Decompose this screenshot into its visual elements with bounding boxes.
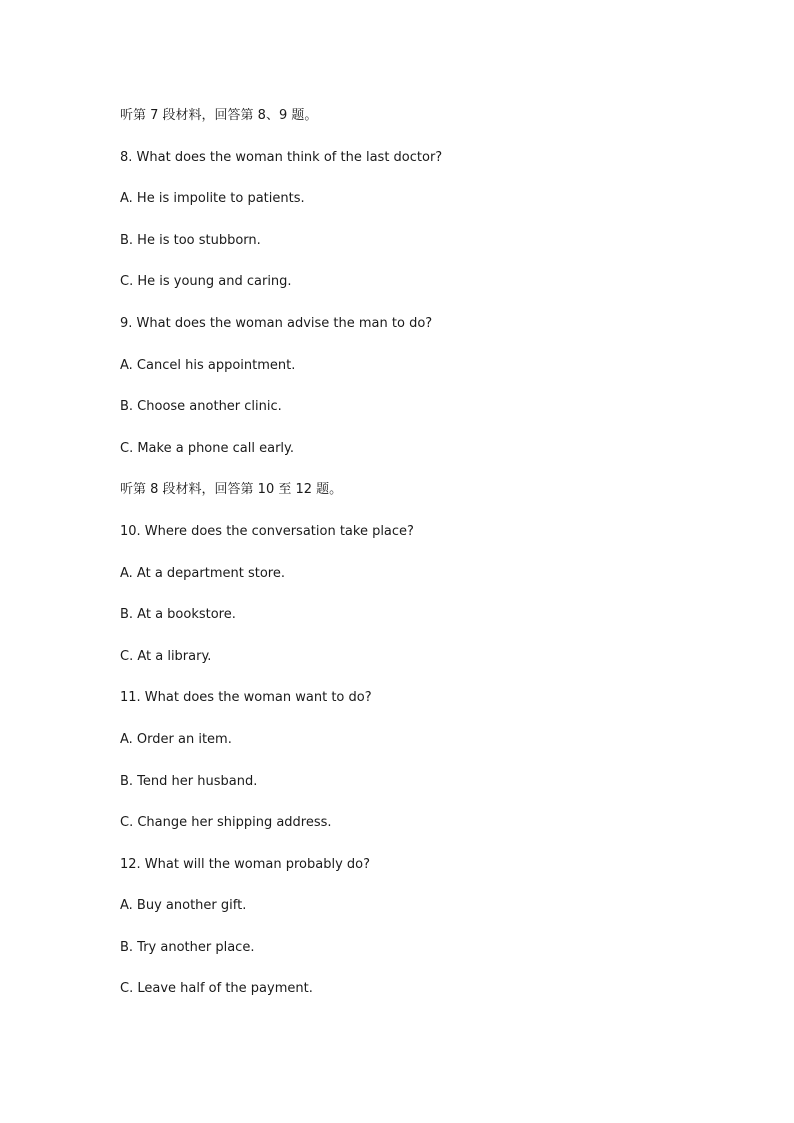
question-9-option-b: B. Choose another clinic.: [120, 399, 282, 415]
question-8-option-b: B. He is too stubborn.: [120, 232, 261, 248]
listening-section-content: [120, 107, 740, 1022]
question-9-option-c: C. Make a phone call early.: [120, 440, 294, 456]
question-10: 10. Where does the conversation take place?: [120, 523, 414, 539]
question-8-option-a: A. He is impolite to patients.: [120, 191, 305, 207]
question-12-option-b: B. Try another place.: [120, 939, 255, 955]
question-10-option-b: B. At a bookstore.: [120, 607, 236, 623]
question-12-option-a: A. Buy another gift.: [120, 898, 247, 914]
question-10-option-a: A. At a department store.: [120, 565, 285, 581]
question-11: 11. What does the woman want to do?: [120, 690, 372, 706]
question-8-option-c: C. He is young and caring.: [120, 274, 292, 290]
question-9: 9. What does the woman advise the man to do?: [120, 315, 433, 331]
section-heading-8: 听第 8 段材料，回答第 10 至 12 题。: [120, 482, 343, 498]
question-11-option-c: C. Change her shipping address.: [120, 815, 332, 831]
question-9-option-a: A. Cancel his appointment.: [120, 357, 296, 373]
question-12: 12. What will the woman probably do?: [120, 856, 371, 872]
question-10-option-c: C. At a library.: [120, 648, 212, 664]
question-11-option-b: B. Tend her husband.: [120, 773, 258, 789]
section-heading-7: 听第 7 段材料，回答第 8、9 题。: [120, 108, 318, 123]
question-11-option-a: A. Order an item.: [120, 731, 232, 747]
question-8: 8. What does the woman think of the last doctor?: [120, 149, 443, 165]
question-12-option-c: C. Leave half of the payment.: [120, 981, 313, 997]
